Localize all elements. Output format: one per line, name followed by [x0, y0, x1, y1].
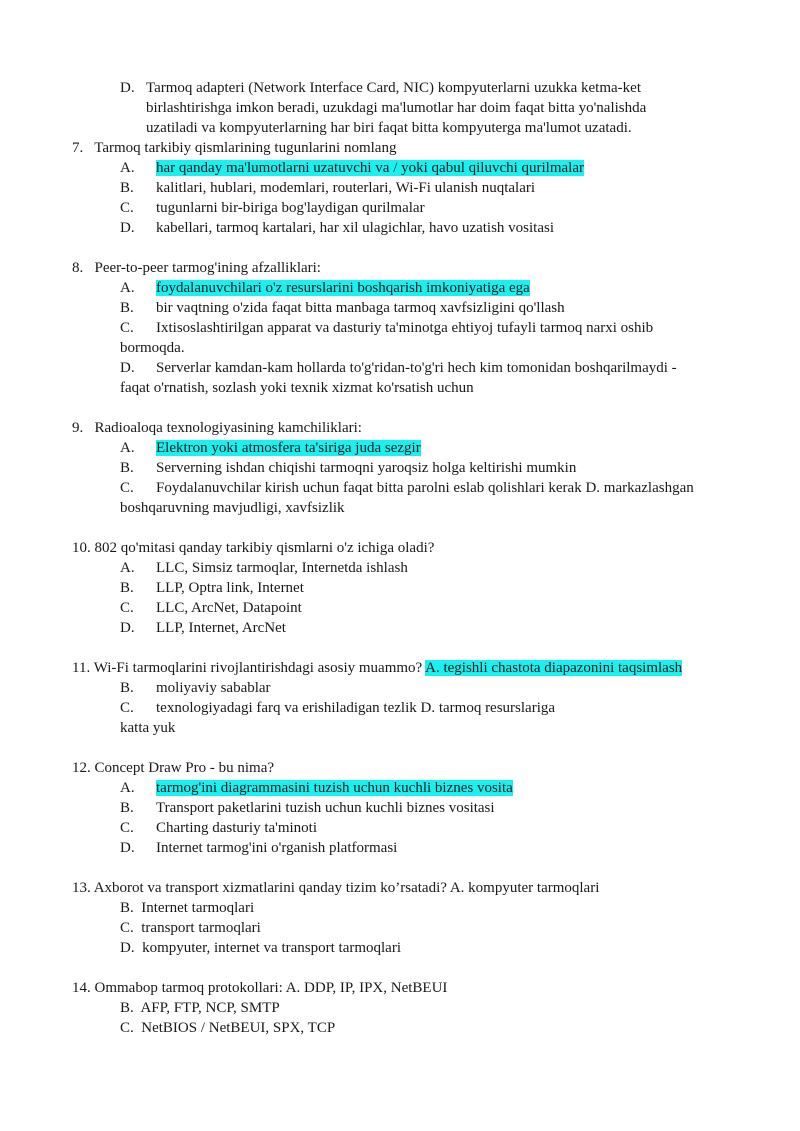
option-text: LLP, Internet, ArcNet	[156, 620, 286, 636]
q7-option-d	[120, 218, 554, 238]
q8-option-c-wrap: bormoqda.	[120, 340, 185, 356]
option-letter: B.	[120, 300, 134, 316]
option-text: LLP, Optra link, Internet	[156, 580, 304, 596]
option-text: NetBIOS / NetBEUI, SPX, TCP	[141, 1020, 336, 1036]
q8-option-d	[120, 358, 677, 378]
option-letter: C.	[120, 1020, 134, 1036]
q11-option-c	[120, 698, 555, 718]
option-letter: D.	[120, 940, 135, 956]
q9-text: Radioaloqa texnologiyasining kamchiliklari:	[94, 420, 362, 436]
option-text: transport tarmoqlari	[141, 920, 261, 936]
q10-option-c	[120, 598, 302, 618]
q9-option-b	[120, 458, 576, 478]
option-letter: C.	[120, 200, 134, 216]
option-text: AFP, FTP, NCP, SMTP	[140, 1000, 280, 1016]
option-text: kalitlari, hublari, modemlari, routerlari, Wi-Fi ulanish nuqtalari	[156, 180, 536, 196]
q7-option-c	[120, 198, 425, 218]
q11-question	[72, 658, 682, 678]
option-text: kabellari, tarmoq kartalari, har xil ulagichlar, havo uzatish vositasi	[156, 220, 555, 236]
q6-option-d-letter: D.	[120, 80, 135, 96]
option-letter: A.	[120, 440, 135, 456]
option-text: kompyuter, internet va transport tarmoqlari	[142, 940, 401, 956]
q13-number: 13.	[72, 880, 91, 896]
q14-number: 14.	[72, 980, 91, 996]
option-text: Serverlar kamdan-kam hollarda to'g'ridan-to'g'ri hech kim tomonidan boshqarilmaydi -	[156, 360, 677, 376]
option-text: LLC, Simsiz tarmoqlar, Internetda ishlash	[156, 560, 408, 576]
option-letter: D.	[120, 620, 135, 636]
q8-question	[72, 258, 321, 278]
q6-option-d-line-2: birlashtirishga imkon beradi, uzukdagi ma'lumotlar har doim faqat bitta yo'nalishda	[146, 100, 647, 116]
q12-answer-highlight: tarmog'ini diagrammasini tuzish uchun kuchli biznes vosita	[156, 780, 513, 796]
q14-option-c	[120, 1018, 335, 1038]
option-text: Internet tarmoqlari	[141, 900, 255, 916]
option-letter: C.	[120, 700, 134, 716]
q12-option-b	[120, 798, 495, 818]
q10-option-a	[120, 558, 408, 578]
q8-option-d-wrap: faqat o'rnatish, sozlash yoki texnik xizmat ko'rsatish uchun	[120, 380, 474, 396]
option-letter: B.	[120, 800, 134, 816]
q7-number: 7.	[72, 140, 84, 156]
q8-option-a	[120, 278, 530, 298]
option-text: moliyaviy sabablar	[156, 680, 271, 696]
q9-option-a	[120, 438, 421, 458]
q13-question	[72, 878, 599, 898]
q7-option-b	[120, 178, 535, 198]
q12-text: Concept Draw Pro - bu nima?	[94, 760, 275, 776]
q7-question	[72, 138, 396, 158]
option-text: tugunlarni bir-biriga bog'laydigan qurilmalar	[156, 200, 425, 216]
option-letter: C.	[120, 820, 134, 836]
q14-question	[72, 978, 447, 998]
q9-number: 9.	[72, 420, 84, 436]
q14-option-b	[120, 998, 280, 1018]
q10-number: 10.	[72, 540, 91, 556]
q13-text: Axborot va transport xizmatlarini qanday tizim ko’rsatadi? A. kompyuter tarmoqlari	[93, 880, 600, 896]
q9-option-c	[120, 478, 694, 498]
q10-option-d	[120, 618, 286, 638]
q7-text: Tarmoq tarkibiy qismlarining tugunlarini nomlang	[94, 140, 397, 156]
option-letter: A.	[120, 780, 135, 796]
q11-answer-highlight: A. tegishli chastota diapazonini taqsimlash	[425, 660, 683, 676]
option-text: LLC, ArcNet, Datapoint	[156, 600, 302, 616]
q12-option-d	[120, 838, 397, 858]
q11-option-c-wrap: katta yuk	[120, 720, 176, 736]
option-text: Charting dasturiy ta'minoti	[156, 820, 318, 836]
q8-number: 8.	[72, 260, 84, 276]
option-letter: D.	[120, 220, 135, 236]
q8-text: Peer-to-peer tarmog'ining afzalliklari:	[94, 260, 321, 276]
option-text: Ixtisoslashtirilgan apparat va dasturiy ta'minotga ehtiyoj tufayli tarmoq narxi oshib	[156, 320, 654, 336]
q12-question	[72, 758, 274, 778]
q12-number: 12.	[72, 760, 91, 776]
q13-option-b	[120, 898, 254, 918]
q11-text: Wi-Fi tarmoqlarini rivojlantirishdagi asosiy muammo?	[93, 660, 423, 676]
q9-option-c-wrap: boshqaruvning mavjudligi, xavfsizlik	[120, 500, 345, 516]
q12-option-c	[120, 818, 317, 838]
option-letter: C.	[120, 320, 134, 336]
option-letter: B.	[120, 180, 134, 196]
option-letter: D.	[120, 360, 135, 376]
q11-number: 11.	[72, 660, 91, 676]
option-letter: B.	[120, 580, 134, 596]
option-letter: B.	[120, 900, 134, 916]
option-text: Foydalanuvchilar kirish uchun faqat bitta parolni eslab qolishlari kerak D. markazlashgan	[156, 480, 694, 496]
q10-text: 802 qo'mitasi qanday tarkibiy qismlarni o'z ichiga oladi?	[94, 540, 435, 556]
option-letter: B.	[120, 680, 134, 696]
option-letter: A.	[120, 160, 135, 176]
q10-option-b	[120, 578, 304, 598]
q8-answer-highlight: foydalanuvchilari o'z resurslarini boshqarish imkoniyatiga ega	[156, 280, 530, 296]
option-text: bir vaqtning o'zida faqat bitta manbaga tarmoq xavfsizligini qo'llash	[156, 300, 565, 316]
option-letter: A.	[120, 560, 135, 576]
q8-option-c	[120, 318, 653, 338]
q13-option-d	[120, 938, 401, 958]
q6-option-d-line-1: Tarmoq adapteri (Network Interface Card, NIC) kompyuterlarni uzukka ketma-ket	[146, 80, 641, 96]
q12-option-a	[120, 778, 513, 798]
option-letter: B.	[120, 460, 134, 476]
option-letter: D.	[120, 840, 135, 856]
q14-text: Ommabop tarmoq protokollari: A. DDP, IP, IPX, NetBEUI	[94, 980, 448, 996]
option-text: texnologiyadagi farq va erishiladigan tezlik D. tarmoq resurslariga	[156, 700, 556, 716]
option-letter: A.	[120, 280, 135, 296]
option-letter: C.	[120, 600, 134, 616]
option-letter: C.	[120, 920, 134, 936]
option-letter: C.	[120, 480, 134, 496]
option-text: Transport paketlarini tuzish uchun kuchli biznes vositasi	[156, 800, 495, 816]
q9-answer-highlight: Elektron yoki atmosfera ta'siriga juda sezgir	[156, 440, 421, 456]
q7-option-a	[120, 158, 584, 178]
option-letter: B.	[120, 1000, 134, 1016]
q7-answer-highlight: har qanday ma'lumotlarni uzatuvchi va / yoki qabul qiluvchi qurilmalar	[156, 160, 584, 176]
option-text: Internet tarmog'ini o'rganish platformasi	[156, 840, 398, 856]
option-text: Serverning ishdan chiqishi tarmoqni yaroqsiz holga keltirishi mumkin	[156, 460, 577, 476]
q8-option-b	[120, 298, 565, 318]
q11-option-b	[120, 678, 271, 698]
q9-question	[72, 418, 362, 438]
q6-option-d-line-3: uzatiladi va kompyuterlarning har biri faqat bitta kompyuterga ma'lumot uzatadi.	[146, 120, 632, 136]
q13-option-c	[120, 918, 261, 938]
q10-question	[72, 538, 434, 558]
